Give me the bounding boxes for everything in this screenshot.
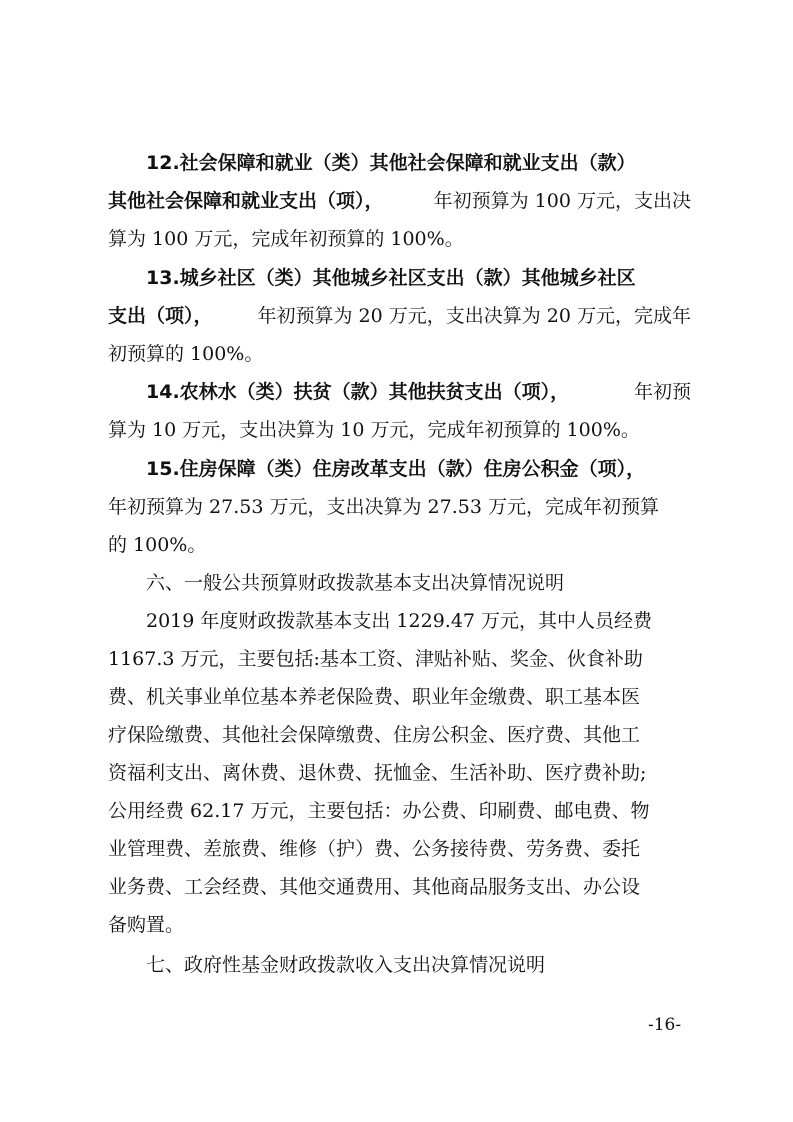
text-line	[108, 792, 691, 830]
section-heading	[108, 946, 691, 984]
body-text: 2019 年度财政拨款基本支出 1229.47 万元，其中人员经费	[146, 610, 653, 632]
text-line	[108, 640, 691, 678]
text-line	[108, 450, 691, 488]
body-text: 公用经费 62.17 万元，主要包括：办公费、印刷费、邮电费、物	[108, 800, 650, 822]
item-13-paragraph	[108, 259, 691, 373]
item-13-text-cont: 初预算的 100%。	[108, 343, 264, 365]
text-line	[108, 182, 691, 220]
text-line	[108, 716, 691, 754]
text-line	[108, 297, 691, 335]
text-line	[108, 335, 691, 373]
item-12-text: 年初预算为 100 万元，支出决	[433, 190, 691, 212]
body-text: 1167.3 万元，主要包括:基本工资、津贴补贴、奖金、伙食补助	[108, 648, 643, 670]
text-line	[108, 373, 691, 411]
section-6-heading: 六、一般公共预算财政拨款基本支出决算情况说明	[146, 572, 565, 594]
body-text: 备购置。	[108, 914, 185, 936]
text-line	[108, 906, 691, 944]
text-line	[108, 526, 691, 564]
item-13-text: 年初预算为 20 万元，支出决算为 20 万元，完成年	[257, 305, 691, 327]
text-line	[108, 830, 691, 868]
text-line	[108, 754, 691, 792]
section-6-body	[108, 602, 691, 944]
item-15-title: 15.住房保障（类）住房改革支出（款）住房公积金（项），	[146, 458, 646, 480]
item-14-text-cont: 算为 10 万元，支出决算为 10 万元，完成年初预算的 100%。	[108, 419, 640, 441]
body-text: 业务费、工会经费、其他交通费用、其他商品服务支出、办公设	[108, 876, 641, 898]
text-line	[108, 259, 691, 297]
section-6	[108, 564, 691, 602]
text-line	[108, 868, 691, 906]
body-text: 疗保险缴费、其他社会保障缴费、住房公积金、医疗费、其他工	[108, 724, 641, 746]
item-12-text-cont: 算为 100 万元，完成年初预算的 100%。	[108, 228, 464, 250]
item-12-title-cont: 其他社会保障和就业支出（项），	[108, 190, 384, 212]
section-7-heading: 七、政府性基金财政拨款收入支出决算情况说明	[146, 954, 546, 976]
item-13-title-cont: 支出（项），	[108, 305, 213, 327]
text-line	[108, 144, 691, 182]
text-line	[108, 678, 691, 716]
item-14-paragraph	[108, 373, 691, 449]
text-line	[108, 488, 691, 526]
item-14-text: 年初预	[633, 381, 691, 403]
item-13-title: 13.城乡社区（类）其他城乡社区支出（款）其他城乡社区	[146, 267, 636, 289]
text-line	[108, 220, 691, 258]
item-12-paragraph	[108, 144, 691, 258]
item-12-title: 12.社会保障和就业（类）其他社会保障和就业支出（款）	[146, 152, 636, 174]
text-line	[108, 411, 691, 449]
body-text: 业管理费、差旅费、维修（护）费、公务接待费、劳务费、委托	[108, 838, 641, 860]
section-heading	[108, 564, 691, 602]
body-text: 资福利支出、离休费、退休费、抚恤金、生活补助、医疗费补助;	[108, 762, 647, 784]
item-15-paragraph	[108, 450, 691, 564]
item-14-title: 14.农林水（类）扶贫（款）其他扶贫支出（项），	[146, 381, 570, 403]
body-text: 费、机关事业单位基本养老保险费、职业年金缴费、职工基本医	[108, 686, 641, 708]
section-7	[108, 946, 691, 984]
text-line	[108, 602, 691, 640]
item-15-text-cont: 的 100%。	[108, 534, 207, 556]
page-number: -16-	[648, 1015, 682, 1035]
item-15-text: 年初预算为 27.53 万元，支出决算为 27.53 万元，完成年初预算	[108, 496, 659, 518]
